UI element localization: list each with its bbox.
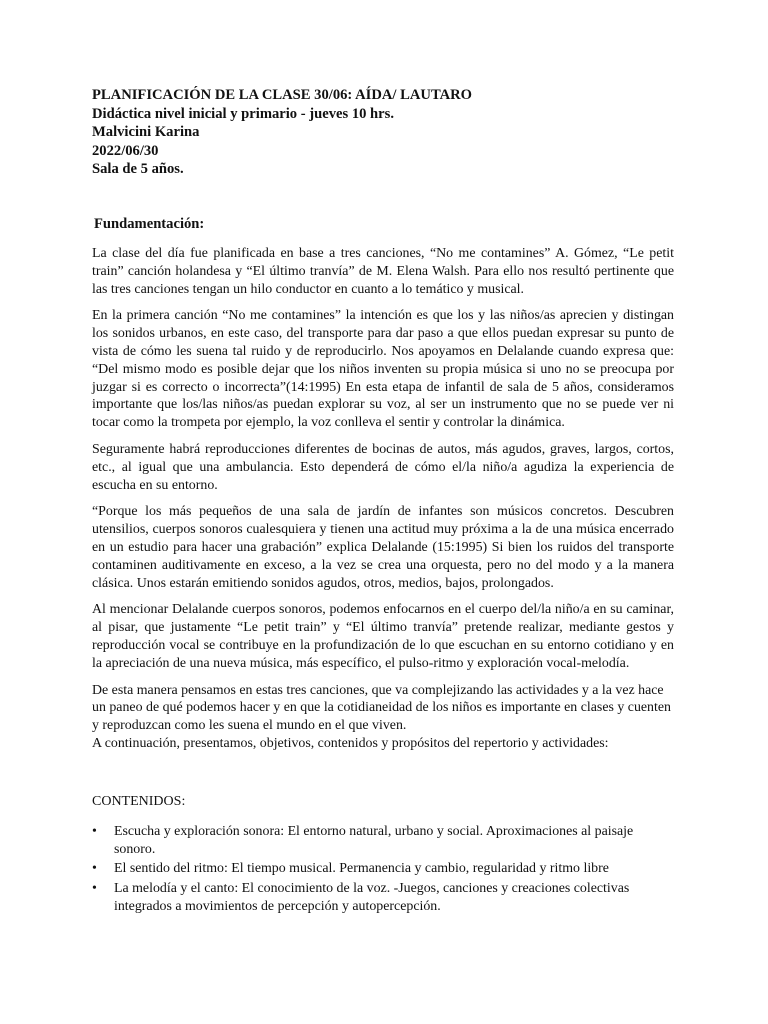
list-item-text: Escucha y exploración sonora: El entorno natural, urbano y social. Aproximaciones al paisaje sonoro.: [114, 823, 634, 857]
list-item: [92, 860, 674, 878]
fundamentacion-paragraph-5: Al mencionar Delalande cuerpos sonoros, podemos enfocarnos en el cuerpo del/la niño/a en su caminar, al pisar, que justamente “Le petit train” y “El último tranvía” pretende realizar, mediante gestos y reproducción vocal se contribuye en la profundización de lo que escuchan en su entorno cotidiano y en la apreciación de una nueva música, más específico, el pulso-ritmo y exploración vocal-melodía.: [92, 602, 674, 671]
bullet-icon: •: [92, 861, 97, 877]
list-item: [92, 880, 674, 916]
contenidos-title: CONTENIDOS:: [92, 793, 186, 809]
header-title: PLANIFICACIÓN DE LA CLASE 30/06: AÍDA/ LAUTARO: [92, 87, 473, 103]
contenidos-list: [92, 823, 674, 916]
bullet-icon: •: [92, 823, 97, 839]
header-group: Sala de 5 años.: [92, 161, 184, 177]
document-header: [92, 86, 674, 179]
fundamentacion-paragraph-1: La clase del día fue planificada en base a tres canciones, “No me contamines” A. Gómez, “Le petit train” canción holandesa y “El último tranvía” de M. Elena Walsh. Para ello nos resultó pertinente que las tres canciones tengan un hilo conductor en cuanto a lo temático y musical.: [92, 246, 674, 297]
fundamentacion-paragraph-7: A continuación, presentamos, objetivos, contenidos y propósitos del repertorio y actividades:: [92, 735, 609, 751]
fundamentacion-paragraph-6: De esta manera pensamos en estas tres canciones, que va complejizando las actividades y a la vez hace un paneo de qué podemos hacer y en que la cotidianeidad de los niños es importante en clases y cuenten y reproduzcan como les suena el mundo en el que viven.: [92, 682, 671, 734]
fundamentacion-paragraph-2: En la primera canción “No me contamines” la intención es que los y las niños/as aprecien y distingan los sonidos urbanos, en este caso, del transporte para dar paso a que ellos puedan expresar su punto de vista de cómo les suena tal ruido y de reproducirlo. Nos apoyamos en Delalande cuando expresa que: “Del mismo modo es posible dejar que los niños inventen su propia música si uno no se preocupa por juzgar si es correcto o incorrecta”(14:1995) En esta etapa de infantil de sala de 5 años, consideramos importante que los/las niños/as puedan explorar su voz, al ser un instrumento que no se puede ver ni tocar como la trompeta por ejemplo, la voz conlleva el sentir y controlar la dinámica.: [92, 308, 674, 431]
header-course: Didáctica nivel inicial y primario - jueves 10 hrs.: [92, 105, 394, 122]
fundamentacion-paragraph-3: Seguramente habrá reproducciones diferentes de bocinas de autos, más agudos, graves, largos, cortos, etc., al igual que una ambulancia. Esto dependerá de cómo el/la niño/a agudiza la experiencia de escucha en su entorno.: [92, 441, 674, 493]
list-item-text: El sentido del ritmo: El tiempo musical. Permanencia y cambio, regularidad y ritmo libre: [114, 861, 609, 877]
fundamentacion-title: Fundamentación:: [94, 215, 205, 232]
fundamentacion-paragraph-4: “Porque los más pequeños de una sala de jardín de infantes son músicos concretos. Descubren utensilios, cuerpos sonoros cualesquiera y tienen una actitud muy próxima a la de una música encerrado en un estudio para hacer una grabación” explica Delalande (15:1995) Si bien los ruidos del transporte contaminen auditivamente en exceso, a la vez se crea una orquesta, pero no del modo y a la manera clásica. Unos estarán emitiendo sonidos agudos, otros, medios, bajos, prolongados.: [92, 504, 674, 591]
header-date: 2022/06/30: [92, 142, 159, 159]
list-item-text: La melodía y el canto: El conocimiento de la voz. -Juegos, canciones y creaciones colectivas integrados a movimientos de percepción y autopercepción.: [114, 881, 630, 914]
header-author: Malvicini Karina: [92, 124, 200, 140]
list-item: [92, 823, 674, 859]
bullet-icon: •: [92, 881, 97, 897]
